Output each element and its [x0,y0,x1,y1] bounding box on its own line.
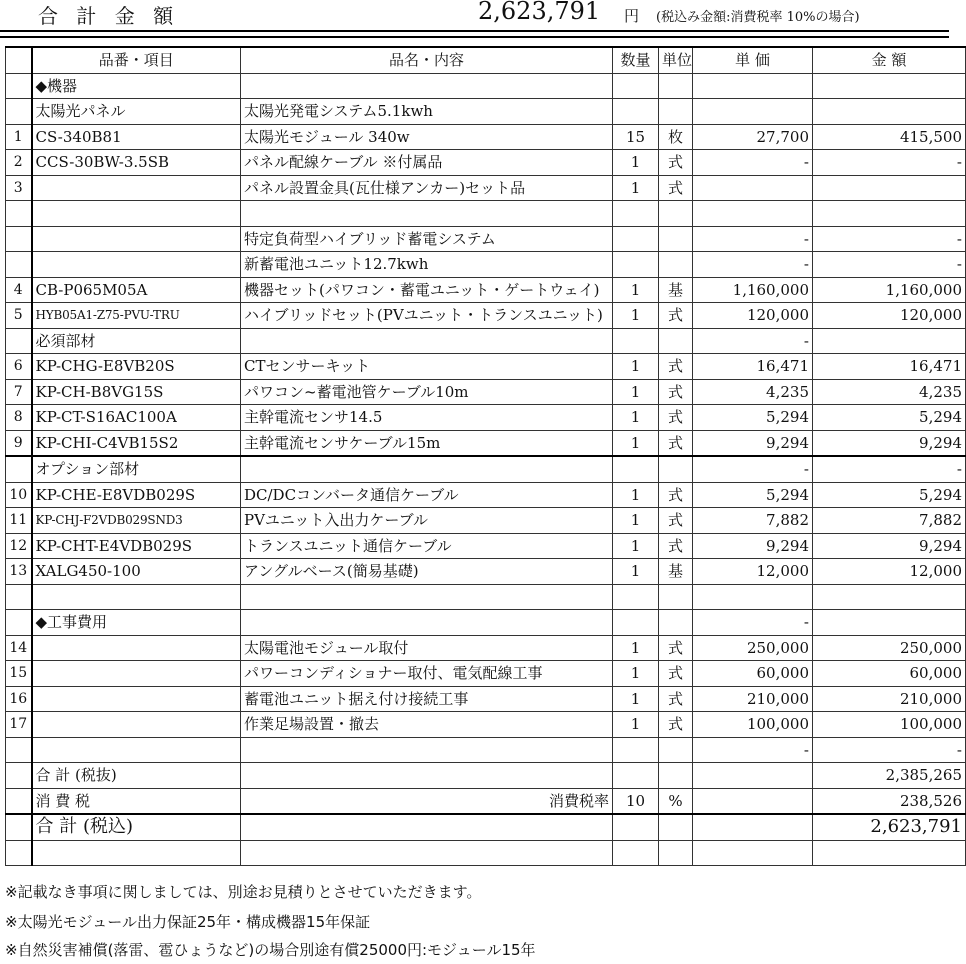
cell-quantity: 1 [613,354,659,380]
cell-quantity: 15 [613,124,659,150]
cell-quantity [613,814,659,840]
cell-unit: 枚 [659,124,693,150]
cell-item-name: 太陽光発電システム5.1kwh [241,99,613,125]
cell-unit-price: 100,000 [693,712,813,738]
cell-amount: 9,294 [813,533,966,559]
cell-item-name: アングルベース(簡易基礎) [241,559,613,585]
cell-item-code: KP-CHT-E4VDB029S [32,533,241,559]
cell-row-number: 7 [6,379,32,405]
cell-amount [813,99,966,125]
cell-item-name [241,456,613,482]
cell-item-code: KP-CHJ-F2VDB029SND3 [32,508,241,534]
table-row [6,252,966,278]
cell-item-name: パワーコンディショナー取付、電気配線工事 [241,661,613,687]
cell-unit: 式 [659,712,693,738]
cell-unit-price: 5,294 [693,482,813,508]
header-item-code: 品番・項目 [32,47,241,73]
cell-item-code: KP-CHE-E8VDB029S [32,482,241,508]
cell-row-number: 11 [6,508,32,534]
cell-item-name [241,328,613,354]
cell-item-code: 必須部材 [32,328,241,354]
cell-unit-price: 210,000 [693,686,813,712]
cell-amount [813,610,966,636]
cell-quantity [613,610,659,636]
cell-item-code: 消 費 税 [32,788,241,814]
cell-item-code: KP-CH-B8VG15S [32,379,241,405]
cell-unit: 基 [659,559,693,585]
cell-item-code [32,737,241,763]
cell-quantity [613,201,659,227]
cell-item-name: パワコン~蓄電池管ケーブル10m [241,379,613,405]
cell-row-number: 16 [6,686,32,712]
header-amount: 金 額 [813,47,966,73]
cell-row-number: 15 [6,661,32,687]
cell-unit: % [659,788,693,814]
total-amount: 2,623,791 [478,0,601,25]
cell-unit-price [693,840,813,866]
cell-item-name [241,814,613,840]
cell-amount: 120,000 [813,303,966,329]
cell-amount: - [813,252,966,278]
cell-unit [659,610,693,636]
cell-unit: 式 [659,661,693,687]
cell-row-number [6,73,32,99]
cell-amount: 5,294 [813,405,966,431]
cell-amount: 9,294 [813,430,966,456]
table-row [6,533,966,559]
cell-row-number [6,610,32,636]
cell-item-name: 新蓄電池ユニット12.7kwh [241,252,613,278]
cell-item-name [241,610,613,636]
cell-row-number [6,840,32,866]
cell-quantity [613,737,659,763]
cell-unit-price: - [693,328,813,354]
cell-unit [659,201,693,227]
cell-row-number: 17 [6,712,32,738]
table-row [6,201,966,227]
cell-amount: - [813,150,966,176]
cell-amount: - [813,456,966,482]
table-row [6,635,966,661]
table-row [6,610,966,636]
cell-quantity [613,328,659,354]
cell-unit: 式 [659,533,693,559]
cell-item-code: XALG450-100 [32,559,241,585]
cell-unit-price: 4,235 [693,379,813,405]
note-line-3: ※自然災害補償(落雷、雹ひょうなど)の場合別途有償25000円:モジュール15年 [5,941,536,959]
cell-amount: 60,000 [813,661,966,687]
table-row [6,456,966,482]
cell-quantity: 1 [613,712,659,738]
cell-unit [659,840,693,866]
tax-note: (税込み金額:消費税率 10%の場合) [656,10,860,25]
cell-amount: 12,000 [813,559,966,585]
cell-unit [659,226,693,252]
cell-unit: 式 [659,430,693,456]
currency-unit: 円 [624,7,640,25]
cell-row-number [6,226,32,252]
table-row [6,788,966,814]
cell-unit: 式 [659,354,693,380]
cell-row-number [6,99,32,125]
cell-unit-price: 9,294 [693,533,813,559]
cell-quantity [613,840,659,866]
cell-item-code [32,661,241,687]
cell-unit-price [693,73,813,99]
table-row [6,150,966,176]
cell-unit: 式 [659,175,693,201]
cell-quantity [613,226,659,252]
cell-row-number: 13 [6,559,32,585]
cell-item-code [32,840,241,866]
cell-item-code [32,226,241,252]
cell-row-number [6,814,32,840]
cell-quantity: 1 [613,303,659,329]
cell-unit-price: - [693,610,813,636]
cell-item-code: CS-340B81 [32,124,241,150]
cell-quantity [613,99,659,125]
cell-item-name: DC/DCコンバータ通信ケーブル [241,482,613,508]
cell-quantity: 1 [613,379,659,405]
estimate-table [5,46,966,866]
cell-row-number [6,737,32,763]
cell-quantity [613,456,659,482]
cell-row-number: 9 [6,430,32,456]
cell-item-name [241,201,613,227]
cell-unit-price [693,175,813,201]
cell-unit: 式 [659,508,693,534]
cell-amount: 7,882 [813,508,966,534]
cell-unit: 基 [659,277,693,303]
cell-amount [813,328,966,354]
cell-unit [659,328,693,354]
cell-unit: 式 [659,405,693,431]
cell-unit-price: 9,294 [693,430,813,456]
cell-unit-price: 27,700 [693,124,813,150]
cell-quantity: 1 [613,150,659,176]
cell-amount [813,201,966,227]
cell-row-number: 3 [6,175,32,201]
table-row [6,73,966,99]
cell-unit [659,252,693,278]
cell-row-number [6,584,32,610]
table-row [6,354,966,380]
cell-amount: 415,500 [813,124,966,150]
cell-amount [813,175,966,201]
cell-item-name [241,73,613,99]
cell-item-name [241,840,613,866]
cell-unit [659,73,693,99]
header-row-number [6,47,32,73]
cell-item-name [241,763,613,789]
cell-unit-price: 1,160,000 [693,277,813,303]
cell-row-number: 14 [6,635,32,661]
cell-quantity: 1 [613,405,659,431]
table-row [6,559,966,585]
table-row [6,405,966,431]
cell-item-name: ハイブリッドセット(PVユニット・トランスユニット) [241,303,613,329]
table-row [6,712,966,738]
cell-item-name: 主幹電流センサ14.5 [241,405,613,431]
cell-item-code: 合 計 (税抜) [32,763,241,789]
table-row [6,661,966,687]
cell-amount: 16,471 [813,354,966,380]
cell-quantity [613,252,659,278]
cell-item-code: KP-CHI-C4VB15S2 [32,430,241,456]
cell-quantity [613,73,659,99]
cell-item-name: 主幹電流センサケーブル15m [241,430,613,456]
cell-row-number [6,201,32,227]
summary-header [0,0,949,30]
cell-item-name [241,584,613,610]
cell-unit-price [693,814,813,840]
cell-item-name: 機器セット(パワコン・蓄電ユニット・ゲートウェイ) [241,277,613,303]
cell-row-number: 5 [6,303,32,329]
cell-quantity: 1 [613,508,659,534]
cell-amount: 250,000 [813,635,966,661]
total-label: 合 計 金 額 [38,4,180,28]
header-quantity: 数量 [613,47,659,73]
cell-quantity: 1 [613,635,659,661]
header-unit: 単位 [659,47,693,73]
cell-item-code [32,252,241,278]
cell-item-code [32,175,241,201]
cell-quantity: 1 [613,430,659,456]
table-row [6,328,966,354]
cell-unit: 式 [659,635,693,661]
header-item-name: 品名・内容 [241,47,613,73]
cell-amount: 210,000 [813,686,966,712]
cell-item-code: 合 計 (税込) [32,814,241,840]
cell-item-name: パネル設置金具(瓦仕様アンカー)セット品 [241,175,613,201]
cell-unit-price: - [693,226,813,252]
cell-unit-price: - [693,150,813,176]
cell-amount: 2,623,791 [813,814,966,840]
cell-item-name: 特定負荷型ハイブリッド蓄電システム [241,226,613,252]
cell-row-number: 4 [6,277,32,303]
cell-row-number: 12 [6,533,32,559]
cell-item-name [241,737,613,763]
cell-item-name: PVユニット入出力ケーブル [241,508,613,534]
cell-item-code: 太陽光パネル [32,99,241,125]
table-row [6,814,966,840]
cell-row-number: 10 [6,482,32,508]
cell-quantity [613,763,659,789]
cell-item-code: オプション部材 [32,456,241,482]
table-row [6,124,966,150]
cell-unit-price [693,201,813,227]
table-row [6,686,966,712]
cell-unit-price [693,788,813,814]
cell-unit: 式 [659,150,693,176]
cell-unit [659,737,693,763]
cell-row-number [6,456,32,482]
cell-item-name: 太陽電池モジュール取付 [241,635,613,661]
cell-unit-price: 60,000 [693,661,813,687]
cell-quantity: 10 [613,788,659,814]
cell-amount [813,584,966,610]
cell-unit: 式 [659,379,693,405]
header-unit-price: 単 価 [693,47,813,73]
table-row [6,303,966,329]
cell-amount: 238,526 [813,788,966,814]
cell-quantity [613,584,659,610]
cell-item-code: ◆機器 [32,73,241,99]
cell-item-code [32,635,241,661]
cell-amount: 2,385,265 [813,763,966,789]
cell-unit-price: 16,471 [693,354,813,380]
cell-row-number [6,328,32,354]
cell-amount: 5,294 [813,482,966,508]
cell-amount: 1,160,000 [813,277,966,303]
table-row [6,482,966,508]
cell-amount [813,840,966,866]
cell-quantity: 1 [613,559,659,585]
cell-item-code: KP-CHG-E8VB20S [32,354,241,380]
cell-amount: 100,000 [813,712,966,738]
double-rule-top [0,30,949,32]
cell-amount: - [813,226,966,252]
cell-item-code: HYB05A1-Z75-PVU-TRU [32,303,241,329]
cell-unit [659,814,693,840]
cell-row-number [6,788,32,814]
table-row [6,430,966,456]
cell-unit: 式 [659,303,693,329]
cell-row-number: 2 [6,150,32,176]
note-line-1: ※記載なき事項に関しましては、別途お見積りとさせていただきます。 [5,883,482,901]
cell-unit [659,456,693,482]
cell-row-number: 6 [6,354,32,380]
cell-quantity: 1 [613,482,659,508]
cell-unit-price [693,763,813,789]
cell-quantity: 1 [613,686,659,712]
cell-item-name: CTセンサーキット [241,354,613,380]
table-row [6,379,966,405]
cell-item-name: トランスユニット通信ケーブル [241,533,613,559]
cell-item-name: 蓄電池ユニット据え付け接続工事 [241,686,613,712]
cell-row-number [6,252,32,278]
note-line-2: ※太陽光モジュール出力保証25年・構成機器15年保証 [5,913,371,931]
cell-amount: 4,235 [813,379,966,405]
cell-unit-price: - [693,456,813,482]
table-row [6,584,966,610]
cell-row-number [6,763,32,789]
cell-item-code: CCS-30BW-3.5SB [32,150,241,176]
cell-item-code [32,201,241,227]
cell-item-name: 太陽光モジュール 340w [241,124,613,150]
cell-quantity: 1 [613,277,659,303]
table-row [6,508,966,534]
cell-unit-price: 5,294 [693,405,813,431]
cell-item-code [32,712,241,738]
cell-quantity: 1 [613,533,659,559]
table-row [6,175,966,201]
cell-unit-price: 250,000 [693,635,813,661]
cell-item-name: パネル配線ケーブル ※付属品 [241,150,613,176]
table-row [6,737,966,763]
cell-unit-price: 120,000 [693,303,813,329]
cell-amount [813,73,966,99]
table-row [6,99,966,125]
table-header-row [6,47,966,73]
cell-item-name: 作業足場設置・撤去 [241,712,613,738]
cell-unit-price: 12,000 [693,559,813,585]
cell-unit-price [693,584,813,610]
table-row [6,226,966,252]
cell-quantity: 1 [613,661,659,687]
cell-quantity: 1 [613,175,659,201]
cell-unit-price [693,99,813,125]
cell-unit-price: - [693,252,813,278]
cell-amount: - [813,737,966,763]
cell-unit [659,584,693,610]
table-row [6,763,966,789]
cell-item-code: ◆工事費用 [32,610,241,636]
cell-unit: 式 [659,686,693,712]
cell-unit: 式 [659,482,693,508]
cell-row-number: 8 [6,405,32,431]
cell-item-code [32,686,241,712]
cell-row-number: 1 [6,124,32,150]
double-rule-bottom [0,36,949,38]
cell-item-code [32,584,241,610]
table-row [6,277,966,303]
cell-item-code: CB-P065M05A [32,277,241,303]
cell-unit-price: 7,882 [693,508,813,534]
cell-unit [659,99,693,125]
cell-item-name: 消費税率 [241,788,613,814]
cell-unit [659,763,693,789]
cell-unit-price: - [693,737,813,763]
cell-item-code: KP-CT-S16AC100A [32,405,241,431]
table-row [6,840,966,866]
